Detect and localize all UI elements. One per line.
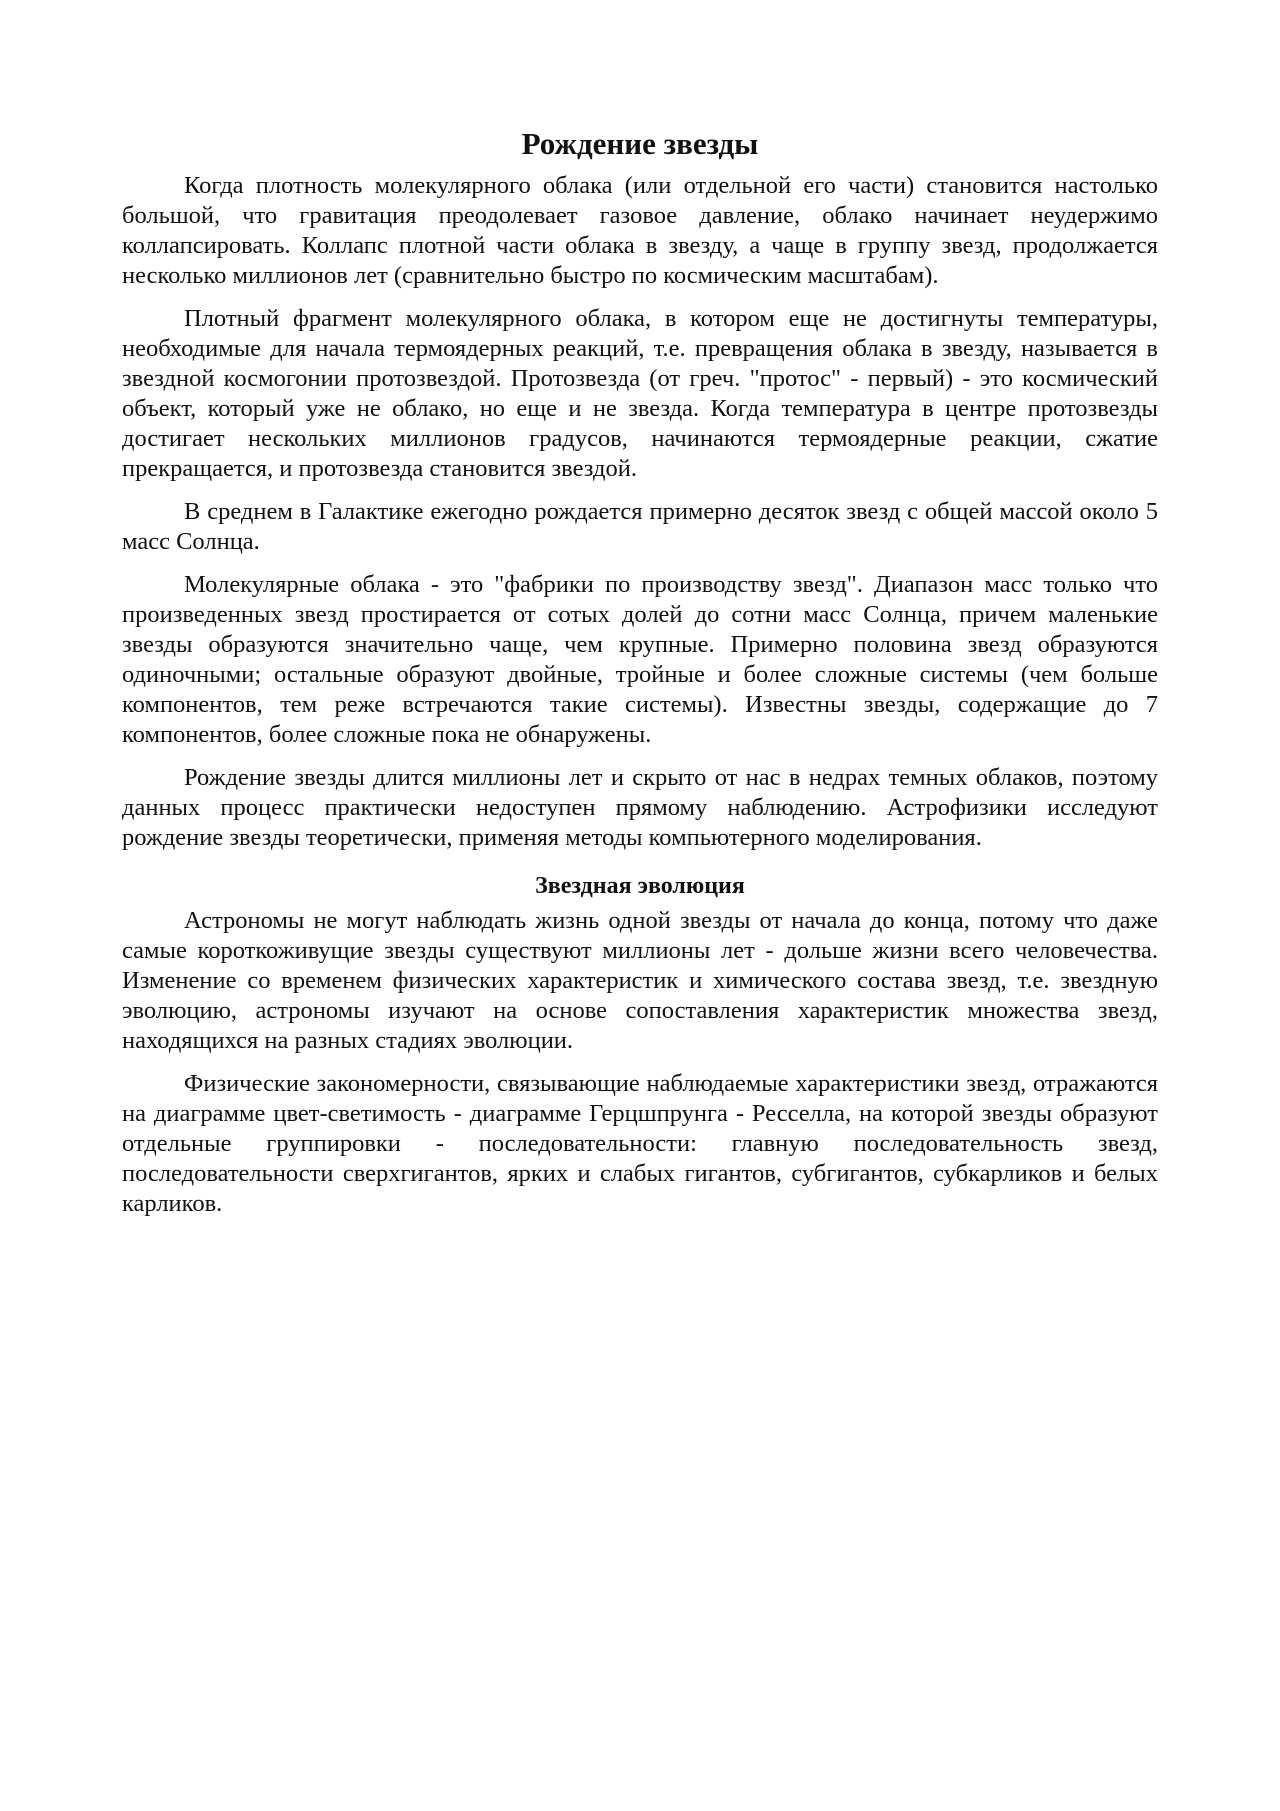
paragraph: Астрономы не могут наблюдать жизнь одной звезды от начала до конца, потому что даже самые короткоживущие звезды существуют миллионы лет - дольше жизни всего человечества. Изменение со временем физических характеристик и химического состава звезд, т.е. звездную эволюцию, астрономы изучают на основе сопоставления характеристик множества звезд, находящихся на разных стадиях эволюции. <box>122 907 1158 1054</box>
section-heading: Звездная эволюция <box>535 873 745 899</box>
document-page <box>122 124 1158 1232</box>
page-title: Рождение звезды <box>521 126 759 161</box>
paragraph: Физические закономерности, связывающие наблюдаемые характеристики звезд, отражаются на диаграмме цвет-светимость - диаграмме Герцшпрунга - Ресселла, на которой звезды образуют отдельные группировки - последовательности: главную последовательность звезд, последовательности сверхгигантов, ярких и слабых гигантов, субгигантов, субкарликов и белых карликов. <box>122 1070 1158 1217</box>
paragraph: Рождение звезды длится миллионы лет и скрыто от нас в недрах темных облаков, поэтому данных процесс практически недоступен прямому наблюдению. Астрофизики исследуют рождение звезды теоретически, применяя методы компьютерного моделирования. <box>122 764 1158 851</box>
paragraph: Молекулярные облака - это "фабрики по производству звезд". Диапазон масс только что произведенных звезд простирается от сотых долей до сотни масс Солнца, причем маленькие звезды образуются значительно чаще, чем крупные. Примерно половина звезд образуются одиночными; остальные образуют двойные, тройные и более сложные системы (чем больше компонентов, тем реже встречаются такие системы). Известны звезды, содержащие до 7 компонентов, более сложные пока не обнаружены. <box>122 571 1158 748</box>
paragraph: Когда плотность молекулярного облака (или отдельной его части) становится настолько большой, что гравитация преодолевает газовое давление, облако начинает неудержимо коллапсировать. Коллапс плотной части облака в звезду, а чаще в группу звезд, продолжается несколько миллионов лет (сравнительно быстро по космическим масштабам). <box>122 172 1158 289</box>
paragraph: В среднем в Галактике ежегодно рождается примерно десяток звезд с общей массой около 5 масс Солнца. <box>122 498 1158 555</box>
section-star-birth <box>122 171 1158 853</box>
section-stellar-evolution <box>122 869 1158 1219</box>
paragraph: Плотный фрагмент молекулярного облака, в котором еще не достигнуты температуры, необходимые для начала термоядерных реакций, т.е. превращения облака в звезду, называется в звездной космогонии протозвездой. Протозвезда (от греч. "протос" - первый) - это космический объект, который уже не облако, но еще и не звезда. Когда температура в центре протозвезды достигает нескольких миллионов градусов, начинаются термоядерные реакции, сжатие прекращается, и протозвезда становится звездой. <box>122 305 1158 482</box>
